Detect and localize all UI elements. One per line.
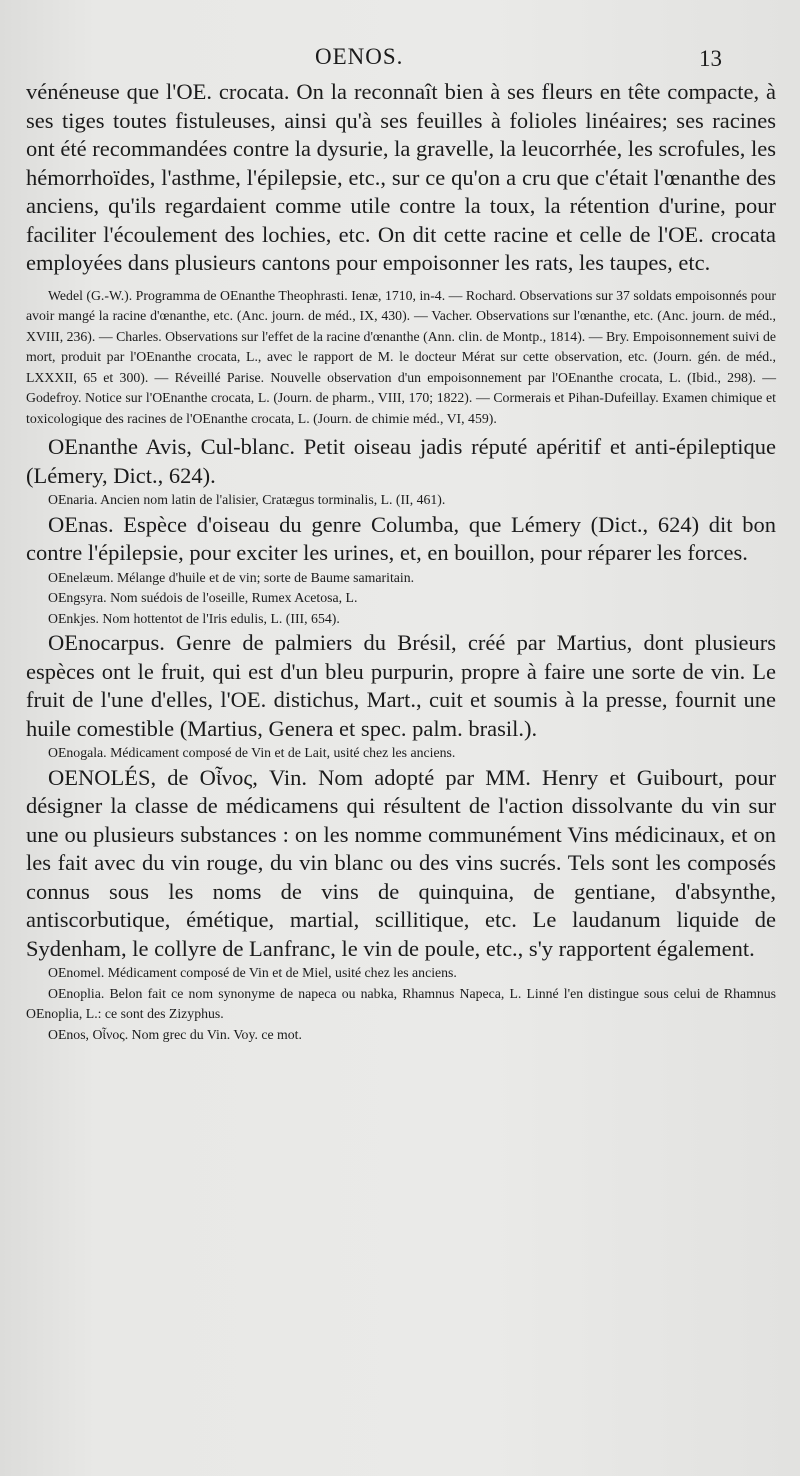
page-number: 13 bbox=[699, 46, 722, 71]
bibliography-note: Wedel (G.-W.). Programma de OEnanthe Theophrasti. Ienæ, 1710, in-4. — Rochard. Observations sur 37 soldats empoisonnés pour avoir mangé la racine d'œnanthe, etc. (Anc. journ. de méd., IX, 430). — Vacher. Observations sur l'œnanthe, etc. (Anc. journ. de méd., XVIII, 236). — Charles. Observations sur l'effet de la racine d'œnanthe (Ann. clin. de Montp., 1814). — Bry. Empoisonnement suivi de mort, produit par l'OEnanthe crocata, L., avec le rapport de M. le docteur Mérat sur cette observation, etc. (Journ. gén. de méd., LXXXII, 65 et 300). — Réveillé Parise. Nouvelle observation d'un empoisonnement par l'OEnanthe crocata, L. (Ibid., 298). — Godefroy. Notice sur l'OEnanthe crocata, L. (Journ. de pharm., VIII, 170; 1822). — Cormerais et Pihan-Dufeillay. Examen chimique et toxicologique des racines de l'OEnanthe crocata, L. (Journ. de chimie méd., VI, 459). bbox=[26, 287, 776, 426]
entry-oenocarpus: OEnocarpus. Genre de palmiers du Brésil, créé par Martius, dont plusieurs espèces ont le fruit, qui est d'un bleu purpurin, propre à faire une sorte de vin. Le fruit de l'une d'elles, l'OE. distichus, Mart., cuit et soumis à la presse, fournit une huile comestible (Martius, Genera et spec. palm. brasil.). bbox=[26, 630, 776, 741]
entry-oenkjes: OEnkjes. Nom hottentot de l'Iris edulis, L. (III, 654). bbox=[48, 610, 340, 626]
entry-oenoplia: OEnoplia. Belon fait ce nom synonyme de napeca ou nabka, Rhamnus Napeca, L. Linné l'en distingue sous celui de Rhamnus OEnoplia, L.: ce sont des Zizyphus. bbox=[26, 985, 776, 1021]
running-title: OENOS. bbox=[315, 44, 404, 69]
entry-oenogala: OEnogala. Médicament composé de Vin et de Lait, usité chez les anciens. bbox=[48, 745, 456, 760]
entry-oenoles: OENOLÉS, de Οἶνος, Vin. Nom adopté par MM. Henry et Guibourt, pour désigner la classe de médicamens qui résultent de l'action dissolvante du vin sur une ou plusieurs substances : on les nomme communément Vins médicinaux, et on les fait avec du vin rouge, du vin blanc ou des vins sucrés. Tels sont les composés connus sous les noms de vins de quinquina, de gentiane, d'absynthe, antiscorbutique, émétique, martial, scillitique, etc. Le laudanum liquide de Sydenham, le collyre de Lanfranc, le vin de poule, etc., s'y rapportent également. bbox=[26, 764, 776, 961]
continued-paragraph: vénéneuse que l'OE. crocata. On la reconnaît bien à ses fleurs en tête compacte, à ses tiges toutes fistuleuses, ainsi qu'à ses feuilles à folioles linéaires; ses racines ont été recommandées contre la dysurie, la gravelle, la leucorrhée, les scrofules, les hémorrhoïdes, l'asthme, l'épilepsie, etc., sur ce qu'on a cru que c'était l'œnanthe des anciens, qu'ils regardaient comme utile contre la toux, la rétention d'urine, pour faciliter l'écoulement des lochies, etc. On dit cette racine et celle de l'OE. crocata employées dans plusieurs cantons pour empoisonner les rats, les taupes, etc. bbox=[26, 79, 776, 275]
entry-oenelaeum: OEnelæum. Mélange d'huile et de vin; sorte de Baume samaritain. bbox=[48, 569, 415, 585]
entry-oenomel: OEnomel. Médicament composé de Vin et de Miel, usité chez les anciens. bbox=[48, 965, 457, 980]
entry-oengsyra: OEngsyra. Nom suédois de l'oseille, Rumex Acetosa, L. bbox=[48, 590, 358, 605]
entry-oenas: OEnas. Espèce d'oiseau du genre Columba, que Lémery (Dict., 624) dit bon contre l'épilepsie, pour exciter les urines, et, en bouillon, pour réparer les forces. bbox=[26, 511, 776, 565]
entry-oenos: OEnos, Οἶνος. Nom grec du Vin. Voy. ce mot. bbox=[48, 1026, 302, 1042]
entry-oenaria: OEnaria. Ancien nom latin de l'alisier, Cratægus torminalis, L. (II, 461). bbox=[48, 492, 446, 507]
entry-oenanthe-avis: OEnanthe Avis, Cul-blanc. Petit oiseau jadis réputé apéritif et anti-épileptique (Lémery, Dict., 624). bbox=[26, 434, 776, 488]
page-body bbox=[26, 78, 776, 1045]
